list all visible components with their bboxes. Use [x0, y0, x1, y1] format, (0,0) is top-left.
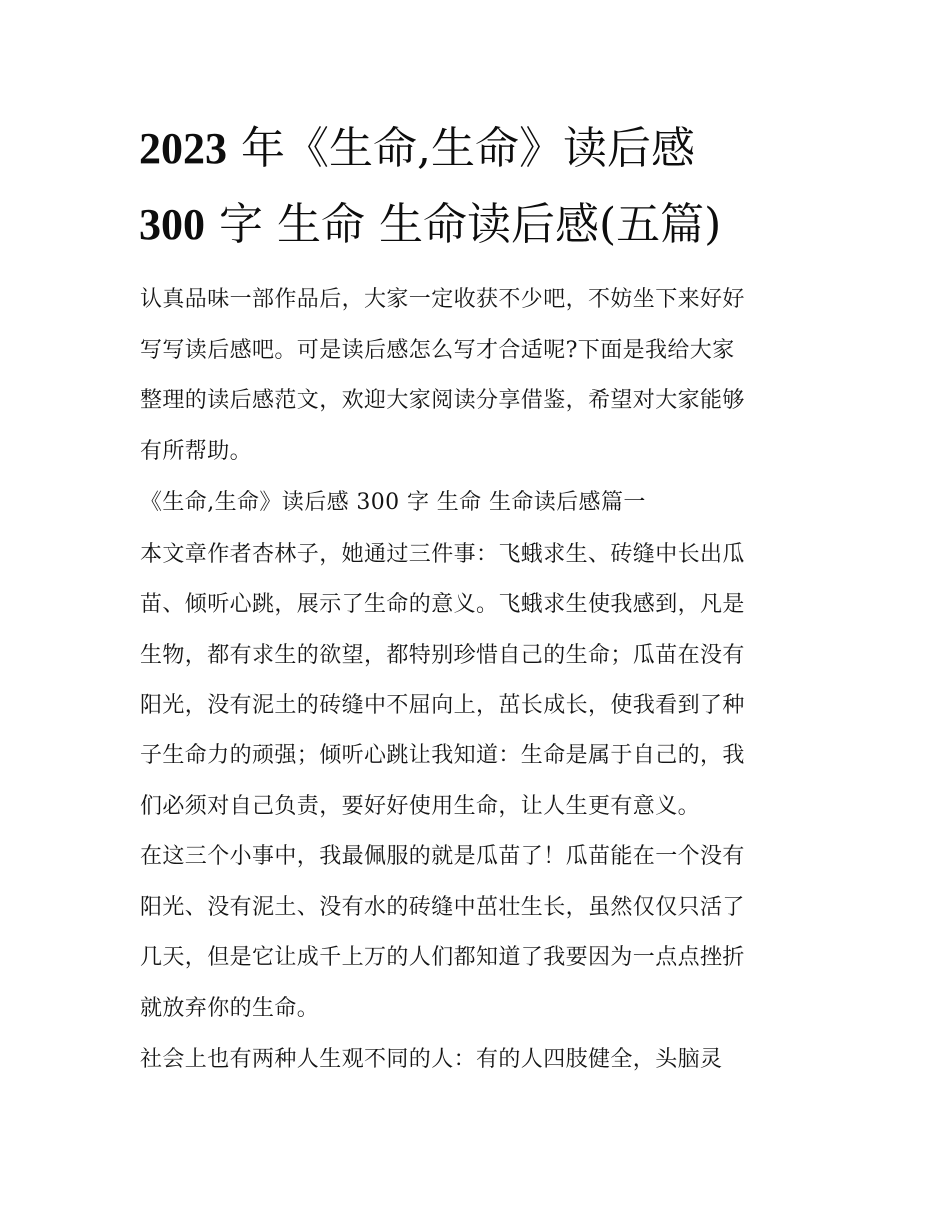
body-line-4: 阳光，没有泥土的砖缝中不屈向上，茁长成长，使我看到了种 — [140, 693, 745, 718]
intro-line-4: 有所帮助。 — [140, 439, 253, 464]
document-title-line-1 — [139, 123, 819, 174]
body-line-9: 几天，但是它让成千上万的人们都知道了我要因为一点点挫折 — [140, 945, 745, 970]
title-text-2: 字 生命 生命读后感(五篇) — [205, 199, 722, 250]
title-count: 300 — [139, 200, 205, 249]
document-title-line-2 — [139, 199, 819, 250]
body-line-7: 在这三个小事中，我最佩服的就是瓜苗了！瓜苗能在一个没有 — [140, 844, 745, 869]
body-line-2: 苗、倾听心跳，展示了生命的意义。飞蛾求生使我感到，凡是 — [140, 592, 745, 617]
body-line-3: 生物，都有求生的欲望，都特别珍惜自己的生命；瓜苗在没有 — [140, 643, 745, 668]
body-line-10: 就放弃你的生命。 — [140, 996, 320, 1021]
intro-line-1: 认真品味一部作品后，大家一定收获不少吧，不妨坐下来好好 — [140, 287, 745, 312]
body-line-1: 本文章作者杏林子，她通过三件事：飞蛾求生、砖缝中长出瓜 — [140, 542, 745, 567]
body-line-6: 们必须对自己负责，要好好使用生命，让人生更有意义。 — [140, 794, 701, 819]
title-text-1: 年《生命,生命》读后感 — [227, 123, 695, 174]
body-line-5: 子生命力的顽强；倾听心跳让我知道：生命是属于自己的，我 — [140, 743, 745, 768]
title-year: 2023 — [139, 124, 227, 173]
section-heading: 《生命,生命》读后感 300 字 生命 生命读后感篇一 — [140, 490, 646, 515]
intro-line-2: 写写读后感吧。可是读后感怎么写才合适呢?下面是我给大家 — [140, 338, 735, 363]
body-line-11: 社会上也有两种人生观不同的人：有的人四肢健全，头脑灵 — [140, 1047, 723, 1072]
body-line-8: 阳光、没有泥土、没有水的砖缝中茁壮生长，虽然仅仅只活了 — [140, 895, 745, 920]
intro-line-3: 整理的读后感范文，欢迎大家阅读分享借鉴，希望对大家能够 — [140, 388, 745, 413]
